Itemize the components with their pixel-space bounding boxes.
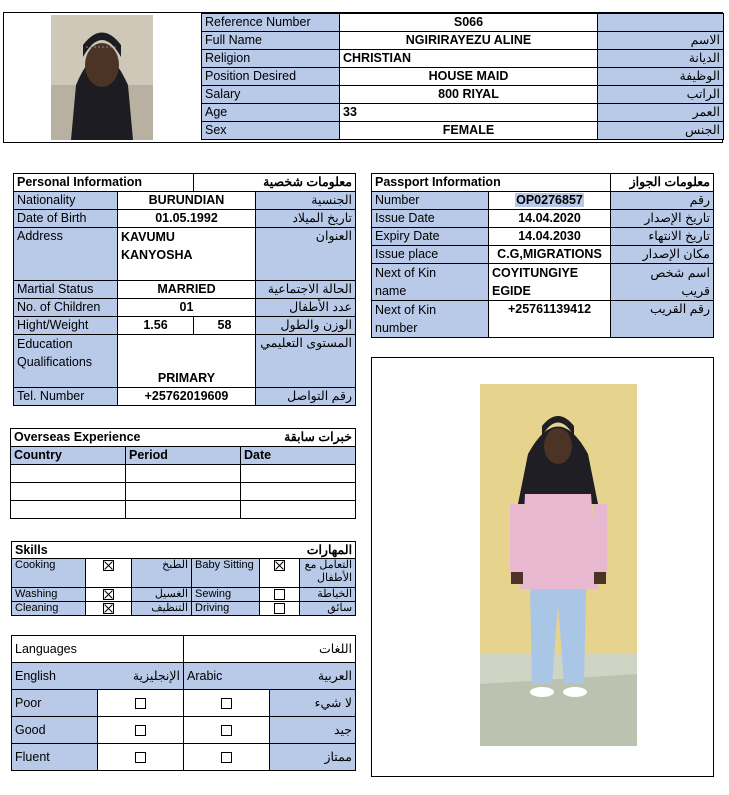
skill-washing-label: Washing — [12, 588, 86, 602]
value-kin-name — [489, 264, 611, 301]
ar-dob: تاريخ الميلاد — [256, 210, 356, 228]
label-kin-number-line1: Next of Kin — [375, 303, 437, 317]
col-date: Date — [241, 447, 356, 465]
label-marital: Martial Status — [14, 281, 118, 299]
lang-level-fluent-ar: ممتاز — [270, 744, 356, 771]
skill-cleaning-ar: التنظيف — [132, 602, 192, 616]
skills-row-2 — [12, 588, 356, 602]
expiry-date-row — [372, 228, 714, 246]
value-expiry-date: 14.04.2030 — [489, 228, 611, 246]
ar-sex: الجنس — [598, 122, 724, 140]
col-period: Period — [126, 447, 241, 465]
value-address — [118, 228, 256, 281]
lang-level-poor-ar: لا شيء — [270, 690, 356, 717]
value-salary: 800 RIYAL — [340, 86, 598, 104]
skills-table — [11, 541, 356, 616]
lang-poor-english-cell — [98, 690, 184, 717]
skill-cooking-ar: الطبخ — [132, 559, 192, 588]
label-kin-name — [372, 264, 489, 301]
skill-babysitting-checkbox[interactable] — [274, 560, 285, 571]
ar-fullname: الاسم — [598, 32, 724, 50]
address-row — [14, 228, 356, 281]
table-row — [11, 465, 356, 483]
lang-good-english-checkbox[interactable] — [135, 725, 146, 736]
skill-sewing-cell — [260, 588, 300, 602]
passport-number-row — [372, 192, 714, 210]
skills-title-ar: المهارات — [192, 542, 356, 559]
skill-sewing-label: Sewing — [192, 588, 260, 602]
label-issue-place: Issue place — [372, 246, 489, 264]
table-row — [11, 501, 356, 519]
label-position: Position Desired — [202, 68, 340, 86]
overseas-header-row — [11, 447, 356, 465]
skill-washing-checkbox[interactable] — [103, 589, 114, 600]
ar-kin-name — [611, 264, 714, 301]
skill-cooking-checkbox[interactable] — [103, 560, 114, 571]
passport-title-row — [372, 174, 714, 192]
label-education-line1: Education — [17, 337, 73, 351]
personal-info-table — [13, 173, 356, 406]
ar-issue-place: مكان الإصدار — [611, 246, 714, 264]
ar-education: المستوى التعليمي — [256, 335, 356, 388]
label-issue-date: Issue Date — [372, 210, 489, 228]
lang-fluent-english-cell — [98, 744, 184, 771]
lang-fluent-english-checkbox[interactable] — [135, 752, 146, 763]
ar-height-weight: الوزن والطول — [256, 317, 356, 335]
passport-info-table — [371, 173, 714, 338]
skill-cooking-cell — [86, 559, 132, 588]
overseas-title-ar: خبرات سابقة — [241, 429, 356, 447]
skill-driving-checkbox[interactable] — [274, 603, 285, 614]
ar-position: الوظيفة — [598, 68, 724, 86]
ar-children: عدد الأطفال — [256, 299, 356, 317]
header-table — [201, 13, 724, 140]
kin-name-row — [372, 264, 714, 301]
ar-nationality: الجنسية — [256, 192, 356, 210]
skills-title-row — [12, 542, 356, 559]
languages-title-en: Languages — [12, 636, 184, 663]
lang-english-ar: الإنجليزية — [98, 663, 184, 690]
ar-kin-name-line1: اسم شخص — [650, 266, 710, 280]
value-issue-place: C.G,MIGRATIONS — [489, 246, 611, 264]
skill-cleaning-cell — [86, 602, 132, 616]
lang-english-en: English — [12, 663, 98, 690]
header-row-position — [202, 68, 724, 86]
overseas-title-row — [11, 429, 356, 447]
personal-title-ar: معلومات شخصية — [194, 174, 356, 192]
label-age: Age — [202, 104, 340, 122]
label-education — [14, 335, 118, 388]
label-tel: Tel. Number — [14, 388, 118, 406]
lang-poor-english-checkbox[interactable] — [135, 698, 146, 709]
overseas-experience-table — [10, 428, 356, 519]
ar-tel: رقم التواصل — [256, 388, 356, 406]
value-position: HOUSE MAID — [340, 68, 598, 86]
personal-title-row — [14, 174, 356, 192]
ar-kin-number: رقم القريب — [611, 301, 714, 338]
passport-title-en: Passport Information — [372, 174, 611, 192]
lang-poor-arabic-checkbox[interactable] — [221, 698, 232, 709]
lang-level-fluent-en: Fluent — [12, 744, 98, 771]
value-dob: 01.05.1992 — [118, 210, 256, 228]
lang-level-fluent-row — [12, 744, 356, 771]
value-kin-number: +25761139412 — [489, 301, 611, 338]
value-education: PRIMARY — [118, 335, 256, 388]
full-body-illustration — [480, 384, 637, 746]
ar-issue-date: تاريخ الإصدار — [611, 210, 714, 228]
lang-good-arabic-cell — [184, 717, 270, 744]
label-sex: Sex — [202, 122, 340, 140]
value-fullname: NGIRIRAYEZU ALINE — [340, 32, 598, 50]
label-nationality: Nationality — [14, 192, 118, 210]
value-religion: CHRISTIAN — [340, 50, 598, 68]
education-row — [14, 335, 356, 388]
value-age: 33 — [340, 104, 598, 122]
ar-salary: الراتب — [598, 86, 724, 104]
ar-religion: الديانة — [598, 50, 724, 68]
skill-babysitting-ar — [300, 559, 356, 588]
ar-marital: الحالة الاجتماعية — [256, 281, 356, 299]
ar-passport-number: رقم — [611, 192, 714, 210]
dob-row — [14, 210, 356, 228]
languages-title-ar: اللغات — [184, 636, 356, 663]
headshot-illustration — [51, 15, 153, 140]
header-row-sex — [202, 122, 724, 140]
kin-number-row — [372, 301, 714, 338]
skill-driving-label: Driving — [192, 602, 260, 616]
passport-title-ar: معلومات الجواز — [611, 174, 714, 192]
languages-title-row — [12, 636, 356, 663]
header-row-fullname — [202, 32, 724, 50]
overseas-title-en: Overseas Experience — [11, 429, 241, 447]
skill-cleaning-checkbox[interactable] — [103, 603, 114, 614]
address-line1: KAVUMU — [121, 230, 175, 244]
ar-kin-name-line2: قريب — [681, 284, 710, 298]
lang-arabic-en: Arabic — [184, 663, 270, 690]
header-row-salary — [202, 86, 724, 104]
skill-babysitting-ar-line2: الأطفال — [317, 572, 353, 584]
lang-good-arabic-checkbox[interactable] — [221, 725, 232, 736]
label-expiry-date: Expiry Date — [372, 228, 489, 246]
height-weight-row — [14, 317, 356, 335]
skill-washing-cell — [86, 588, 132, 602]
skill-babysitting-ar-line1: التعامل مع — [304, 559, 353, 571]
skill-babysitting-cell — [260, 559, 300, 588]
skill-washing-ar: الغسيل — [132, 588, 192, 602]
skill-sewing-checkbox[interactable] — [274, 589, 285, 600]
ar-address: العنوان — [256, 228, 356, 281]
value-sex: FEMALE — [340, 122, 598, 140]
label-fullname: Full Name — [202, 32, 340, 50]
headshot-photo — [51, 15, 153, 140]
value-tel: +25762019609 — [118, 388, 256, 406]
kin-name-line2: EGIDE — [492, 284, 531, 298]
children-row — [14, 299, 356, 317]
tel-row — [14, 388, 356, 406]
skill-sewing-ar: الخياطة — [300, 588, 356, 602]
nationality-row — [14, 192, 356, 210]
skill-cleaning-label: Cleaning — [12, 602, 86, 616]
personal-title-en: Personal Information — [14, 174, 194, 192]
label-salary: Salary — [202, 86, 340, 104]
value-issue-date: 14.04.2020 — [489, 210, 611, 228]
label-education-line2: Qualifications — [17, 355, 93, 369]
label-religion: Religion — [202, 50, 340, 68]
kin-name-line1: COYITUNGIYE — [492, 266, 579, 280]
header-row-reference — [202, 14, 724, 32]
value-nationality: BURUNDIAN — [118, 192, 256, 210]
skill-driving-cell — [260, 602, 300, 616]
lang-level-poor-row — [12, 690, 356, 717]
label-kin-number — [372, 301, 489, 338]
lang-level-poor-en: Poor — [12, 690, 98, 717]
lang-good-english-cell — [98, 717, 184, 744]
passport-number-highlight: OP0276857 — [516, 193, 583, 207]
marital-row — [14, 281, 356, 299]
skill-driving-ar: سائق — [300, 602, 356, 616]
skill-babysitting-label: Baby Sitting — [192, 559, 260, 588]
value-height: 1.56 — [118, 317, 194, 335]
label-height-weight: Hight/Weight — [14, 317, 118, 335]
skills-title-en: Skills — [12, 542, 192, 559]
skill-cooking-label: Cooking — [12, 559, 86, 588]
header-row-religion — [202, 50, 724, 68]
skills-row-3 — [12, 602, 356, 616]
label-kin-name-line1: Next of Kin — [375, 266, 437, 280]
lang-fluent-arabic-cell — [184, 744, 270, 771]
value-marital: MARRIED — [118, 281, 256, 299]
header-row-age — [202, 104, 724, 122]
label-dob: Date of Birth — [14, 210, 118, 228]
ar-reference — [598, 14, 724, 32]
label-kin-number-line2: number — [375, 321, 418, 335]
label-passport-number: Number — [372, 192, 489, 210]
address-line2: KANYOSHA — [121, 248, 193, 262]
lang-level-good-en: Good — [12, 717, 98, 744]
lang-arabic-ar: العربية — [270, 663, 356, 690]
languages-table — [11, 635, 356, 771]
label-reference: Reference Number — [202, 14, 340, 32]
value-reference: S066 — [340, 14, 598, 32]
languages-header-row — [12, 663, 356, 690]
full-body-photo — [480, 384, 637, 746]
label-children: No. of Children — [14, 299, 118, 317]
label-kin-name-line2: name — [375, 284, 407, 298]
ar-age: العمر — [598, 104, 724, 122]
skills-row-1 — [12, 559, 356, 588]
lang-poor-arabic-cell — [184, 690, 270, 717]
ar-expiry-date: تاريخ الانتهاء — [611, 228, 714, 246]
label-address: Address — [14, 228, 118, 281]
col-country: Country — [11, 447, 126, 465]
issue-place-row — [372, 246, 714, 264]
lang-fluent-arabic-checkbox[interactable] — [221, 752, 232, 763]
value-passport-number — [489, 192, 611, 210]
table-row — [11, 483, 356, 501]
lang-level-good-row — [12, 717, 356, 744]
issue-date-row — [372, 210, 714, 228]
value-children: 01 — [118, 299, 256, 317]
lang-level-good-ar: جيد — [270, 717, 356, 744]
value-weight: 58 — [194, 317, 256, 335]
